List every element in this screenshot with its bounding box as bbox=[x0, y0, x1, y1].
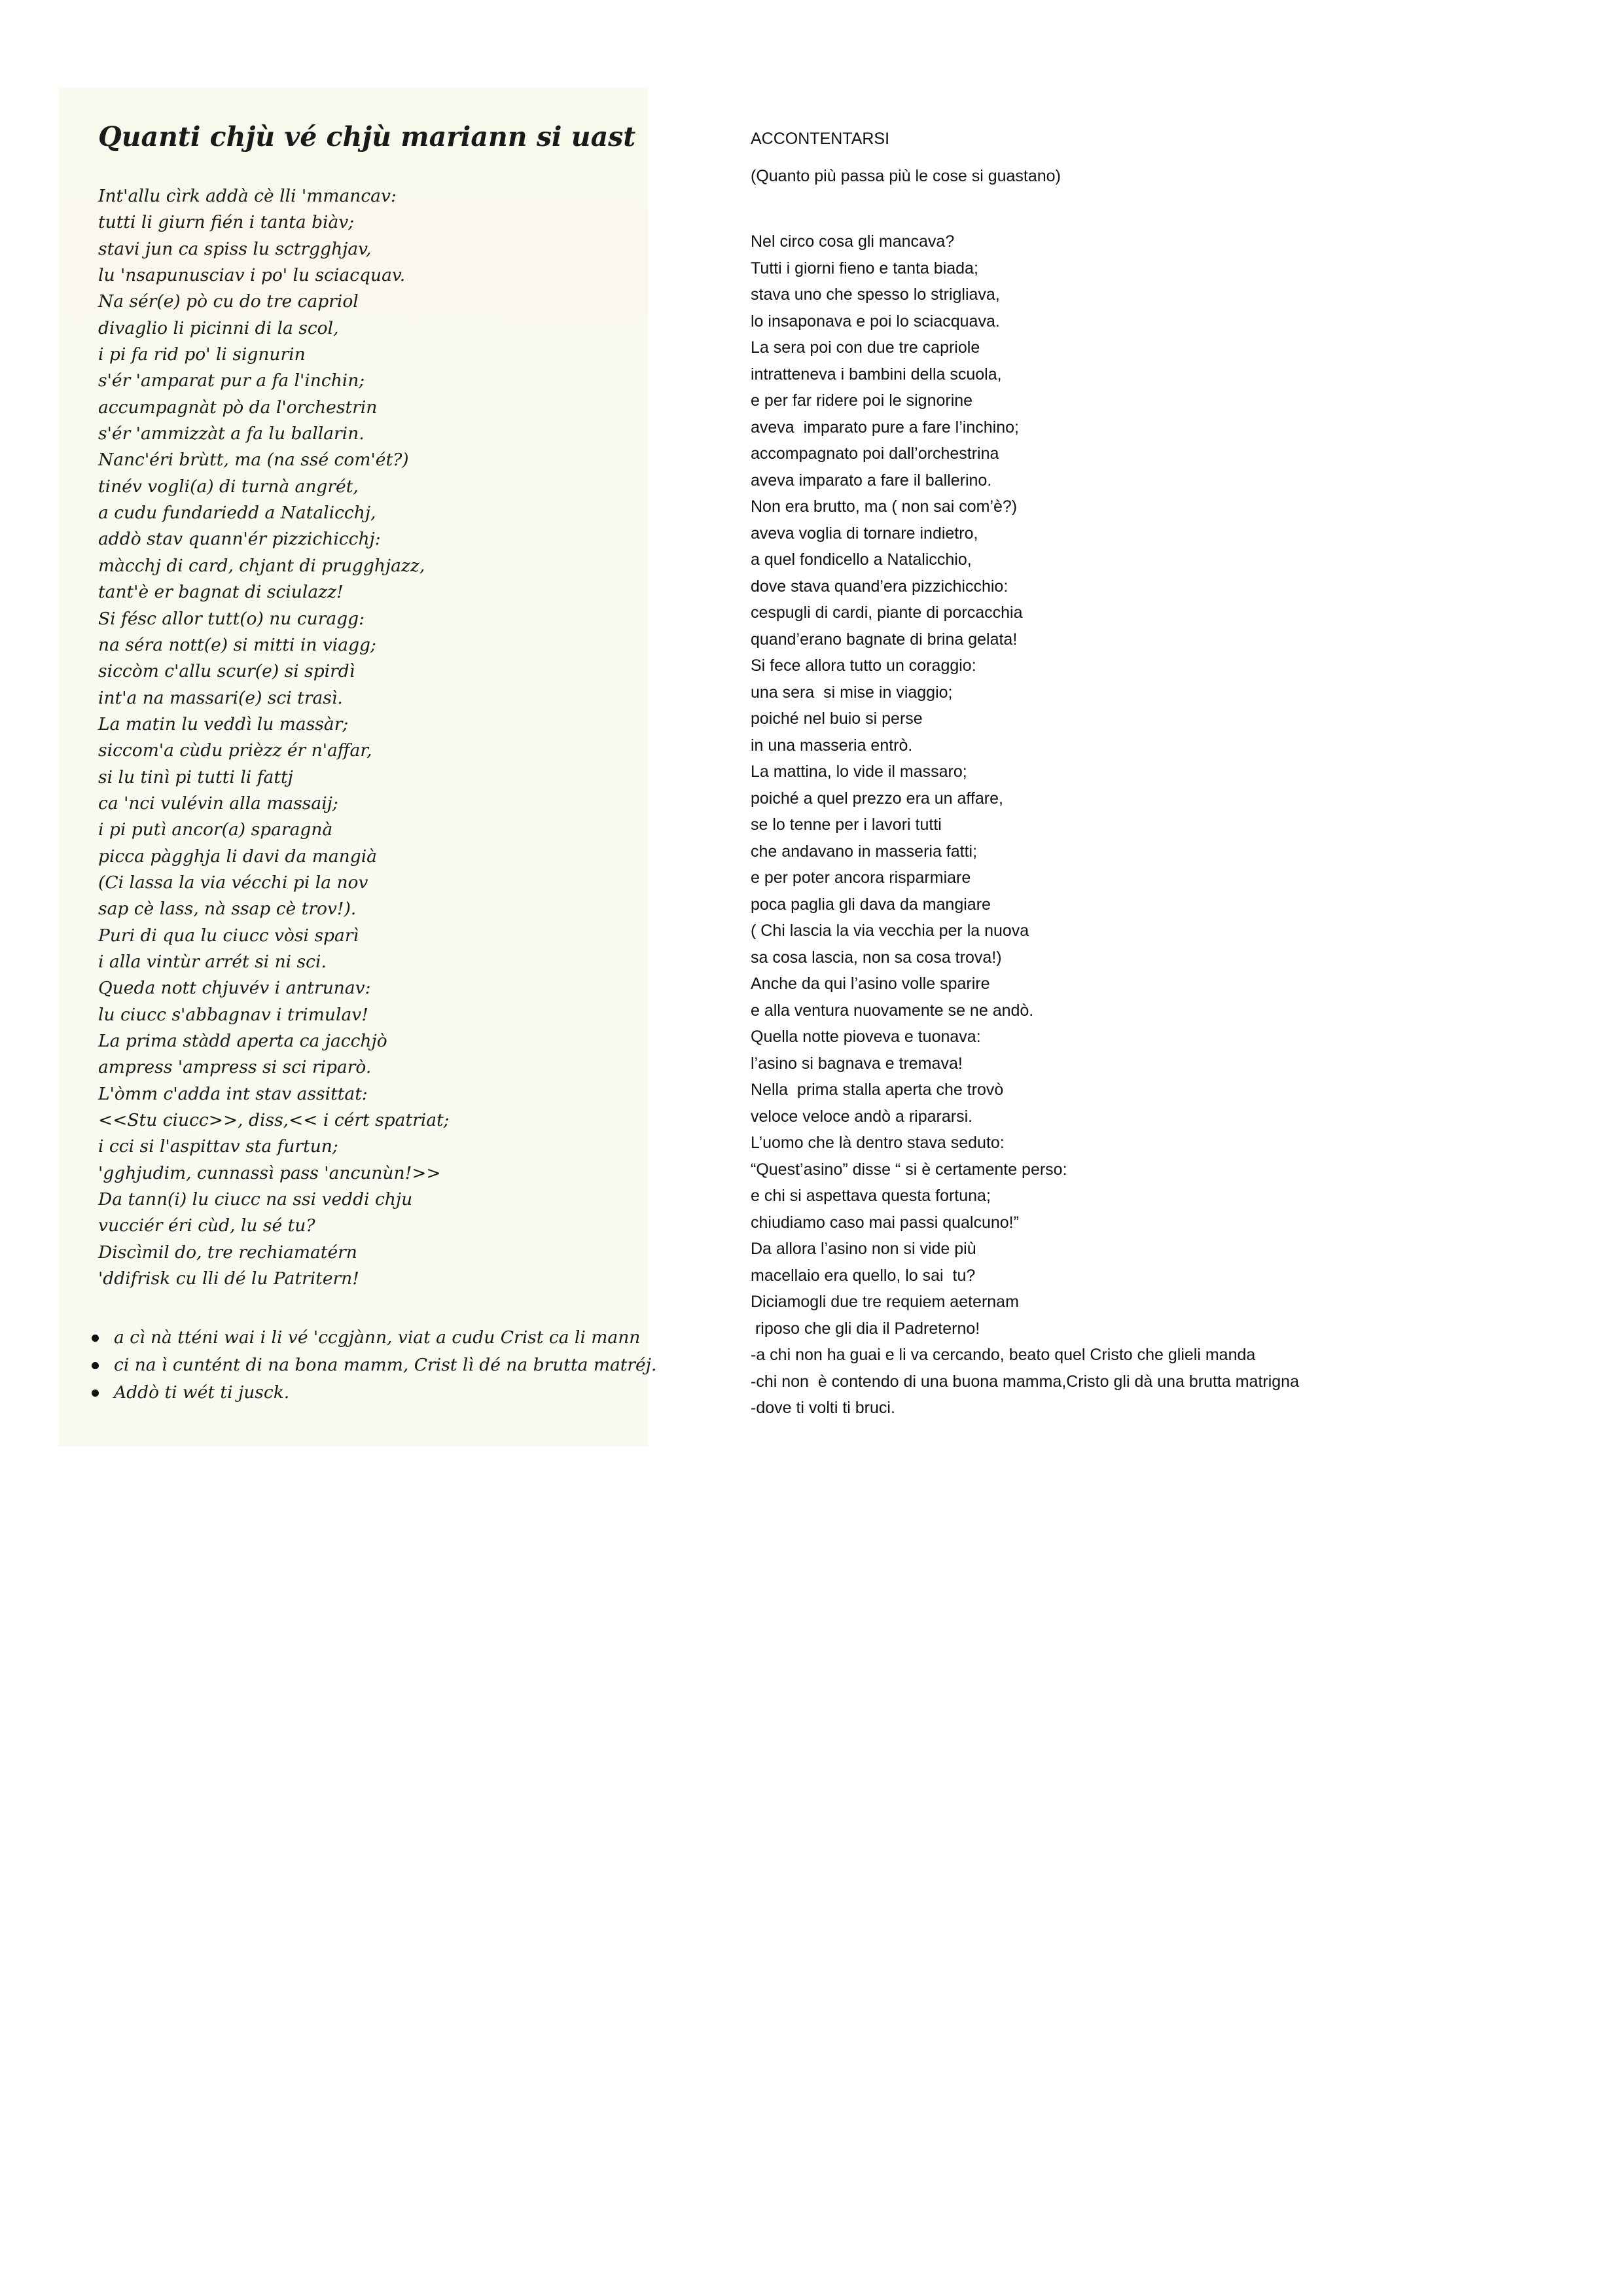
poem-line: picca pàgghja li davi da mangià bbox=[98, 846, 377, 867]
poem-line: Quella notte pioveva e tuonava: bbox=[751, 1028, 981, 1046]
poem-line: accompagnato poi dall’orchestrina bbox=[751, 444, 999, 463]
poem-line: -chi non è contendo di una buona mamma,Cristo gli dà una brutta matrigna bbox=[751, 1372, 1299, 1391]
poem-line: siccòm c'allu scur(e) si spirdì bbox=[98, 661, 355, 682]
poem-line: e alla ventura nuovamente se ne andò. bbox=[751, 1001, 1034, 1020]
italian-poem-body bbox=[751, 228, 1601, 1422]
poem-line: (Ci lassa la via vécchi pi la nov bbox=[98, 872, 368, 893]
poem-line: -dove ti volti ti bruci. bbox=[751, 1399, 895, 1417]
poem-line: divaglio li picinni di la scol, bbox=[98, 317, 339, 338]
poem-line: i alla vintùr arrét si ni sci. bbox=[98, 951, 327, 972]
poem-line: int'a na massari(e) sci trasì. bbox=[98, 687, 343, 708]
poem-line: in una masseria entrò. bbox=[751, 736, 913, 755]
poem-line: tutti li giurn fién i tanta biàv; bbox=[98, 212, 355, 233]
poem-line: ca 'nci vulévin alla massaij; bbox=[98, 793, 338, 814]
poem-line: tinév vogli(a) di turnà angrét, bbox=[98, 476, 359, 497]
poem-line: Int'allu cìrk addà cè lli 'mmancav: bbox=[98, 186, 397, 206]
poem-line: i pi fa rid po' li signurin bbox=[98, 344, 306, 365]
poem-line: Diciamogli due tre requiem aeternam bbox=[751, 1293, 1019, 1311]
bullet-icon bbox=[92, 1390, 99, 1397]
poem-line: poiché nel buio si perse bbox=[751, 709, 923, 728]
poem-line: Non era brutto, ma ( non sai com’è?) bbox=[751, 497, 1018, 516]
bullet-icon bbox=[92, 1362, 99, 1369]
poem-line: L'òmm c'adda int stav assittat: bbox=[98, 1083, 368, 1104]
poem-line: La prima stàdd aperta ca jacchjò bbox=[98, 1031, 387, 1051]
poem-line: e per poter ancora risparmiare bbox=[751, 869, 971, 887]
poem-line: l’asino si bagnava e tremava! bbox=[751, 1054, 963, 1073]
poem-line: ampress 'ampress si sci riparò. bbox=[98, 1057, 372, 1078]
poem-line: L’uomo che là dentro stava seduto: bbox=[751, 1134, 1005, 1152]
poem-line: chiudiamo caso mai passi qualcuno!” bbox=[751, 1213, 1019, 1232]
proverb-text: ci na ì cuntént di na bona mamm, Crist lì dé na brutta matréj. bbox=[114, 1355, 657, 1375]
poem-line: Nanc'éri brùtt, ma (na ssé com'ét?) bbox=[98, 450, 409, 471]
proverb-text: Addò ti wét ti jusck. bbox=[114, 1382, 290, 1403]
poem-line: màcchj di card, chjant di prugghjazz, bbox=[98, 555, 425, 576]
poem-line: quand’erano bagnate di brina gelata! bbox=[751, 630, 1018, 649]
italian-poem-subtitle: (Quanto più passa più le cose si guastano) bbox=[751, 167, 1061, 185]
poem-line: macellaio era quello, lo sai tu? bbox=[751, 1266, 976, 1285]
poem-line: riposo che gli dia il Padreterno! bbox=[751, 1319, 980, 1338]
poem-line: lu 'nsapunusciav i po' lu sciacquav. bbox=[98, 265, 406, 286]
poem-line: poiché a quel prezzo era un affare, bbox=[751, 789, 1003, 808]
poem-line: Anche da qui l’asino volle sparire bbox=[751, 975, 990, 993]
poem-line: stava uno che spesso lo strigliava, bbox=[751, 285, 1000, 304]
dialect-poem-body bbox=[98, 183, 635, 1292]
poem-line: siccom'a cùdu prièzz ér n'affar, bbox=[98, 740, 372, 761]
poem-line: una sera si mise in viaggio; bbox=[751, 683, 953, 702]
poem-line: poca paglia gli dava da mangiare bbox=[751, 895, 991, 914]
poem-line: Nella prima stalla aperta che trovò bbox=[751, 1081, 1004, 1099]
proverb-item bbox=[92, 1379, 641, 1407]
proverb-item bbox=[92, 1324, 641, 1352]
poem-line: stavi jun ca spiss lu sctrgghjav, bbox=[98, 238, 372, 259]
poem-line: na séra nott(e) si mitti in viagg; bbox=[98, 634, 376, 655]
poem-line: Da allora l’asino non si vide più bbox=[751, 1240, 976, 1258]
italian-poem-title: ACCONTENTARSI bbox=[751, 130, 890, 148]
poem-line: La sera poi con due tre capriole bbox=[751, 338, 980, 357]
poem-line: <<Stu ciucc>>, diss,<< i cért spatriat; bbox=[98, 1110, 450, 1131]
poem-line: a cudu fundariedd a Natalicchj, bbox=[98, 503, 376, 524]
poem-line: lo insaponava e poi lo sciacquava. bbox=[751, 312, 1000, 331]
poem-line: s'ér 'ammizzàt a fa lu ballarin. bbox=[98, 423, 365, 444]
poem-line: tant'è er bagnat di sciulazz! bbox=[98, 582, 344, 603]
poem-line: Si fece allora tutto un coraggio: bbox=[751, 656, 976, 675]
poem-line: Tutti i giorni fieno e tanta biada; bbox=[751, 259, 978, 278]
poem-line: “Quest’asino” disse “ si è certamente perso: bbox=[751, 1160, 1067, 1179]
poem-line: veloce veloce andò a ripararsi. bbox=[751, 1107, 973, 1126]
poem-line: aveva imparato pure a fare l’inchino; bbox=[751, 418, 1019, 437]
bullet-icon bbox=[92, 1335, 99, 1342]
poem-line: Si fésc allor tutt(o) nu curagg: bbox=[98, 608, 365, 629]
proverb-item bbox=[92, 1352, 657, 1379]
poem-line: i cci si l'aspittav sta furtun; bbox=[98, 1136, 338, 1157]
poem-line: Da tann(i) lu ciucc na ssi veddi chju bbox=[98, 1189, 413, 1210]
poem-line: Discìmil do, tre rechiamatérn bbox=[98, 1242, 357, 1263]
poem-line: aveva voglia di tornare indietro, bbox=[751, 524, 978, 543]
poem-line: cespugli di cardi, piante di porcacchia bbox=[751, 603, 1023, 622]
poem-line: si lu tinì pi tutti li fattj bbox=[98, 766, 293, 787]
poem-line: La mattina, lo vide il massaro; bbox=[751, 762, 967, 781]
dialect-proverbs-list bbox=[92, 1324, 657, 1407]
poem-line: i pi putì ancor(a) sparagnà bbox=[98, 819, 333, 840]
poem-line: se lo tenne per i lavori tutti bbox=[751, 816, 942, 834]
poem-line: Nel circo cosa gli mancava? bbox=[751, 232, 955, 251]
poem-line: Puri di qua lu ciucc vòsi sparì bbox=[98, 925, 359, 946]
poem-line: Queda nott chjuvév i antrunav: bbox=[98, 978, 371, 999]
poem-line: intratteneva i bambini della scuola, bbox=[751, 365, 1002, 384]
proverb-text: a cì nà tténi wai i li vé 'ccgjànn, viat a cudu Crist ca li mann bbox=[114, 1327, 641, 1348]
poem-line: a quel fondicello a Natalicchio, bbox=[751, 550, 972, 569]
poem-line: dove stava quand’era pizzichicchio: bbox=[751, 577, 1008, 596]
poem-line: vucciér éri cùd, lu sé tu? bbox=[98, 1215, 315, 1236]
poem-line: 'gghjudim, cunnassì pass 'ancunùn!>> bbox=[98, 1162, 441, 1183]
poem-line: e per far ridere poi le signorine bbox=[751, 391, 973, 410]
poem-line: che andavano in masseria fatti; bbox=[751, 842, 978, 861]
poem-line: e chi si aspettava questa fortuna; bbox=[751, 1187, 991, 1205]
poem-line: -a chi non ha guai e li va cercando, beato quel Cristo che glieli manda bbox=[751, 1346, 1256, 1364]
poem-line: s'ér 'amparat pur a fa l'inchin; bbox=[98, 370, 365, 391]
poem-line: Na sér(e) pò cu do tre capriol bbox=[98, 291, 359, 312]
poem-line: 'ddifrisk cu lli dé lu Patritern! bbox=[98, 1268, 359, 1289]
poem-line: accumpagnàt pò da l'orchestrin bbox=[98, 397, 378, 418]
poem-line: lu ciucc s'abbagnav i trimulav! bbox=[98, 1004, 368, 1025]
poem-line: sap cè lass, nà ssap cè trov!). bbox=[98, 899, 357, 920]
poem-line: addò stav quann'ér pizzichicchj: bbox=[98, 529, 381, 550]
dialect-poem-title: Quanti chjù vé chjù mariann si uast bbox=[98, 121, 636, 152]
poem-line: La matin lu veddì lu massàr; bbox=[98, 713, 349, 734]
poem-line: ( Chi lascia la via vecchia per la nuova bbox=[751, 922, 1029, 940]
poem-line: sa cosa lascia, non sa cosa trova!) bbox=[751, 948, 1002, 967]
poem-line: aveva imparato a fare il ballerino. bbox=[751, 471, 992, 490]
